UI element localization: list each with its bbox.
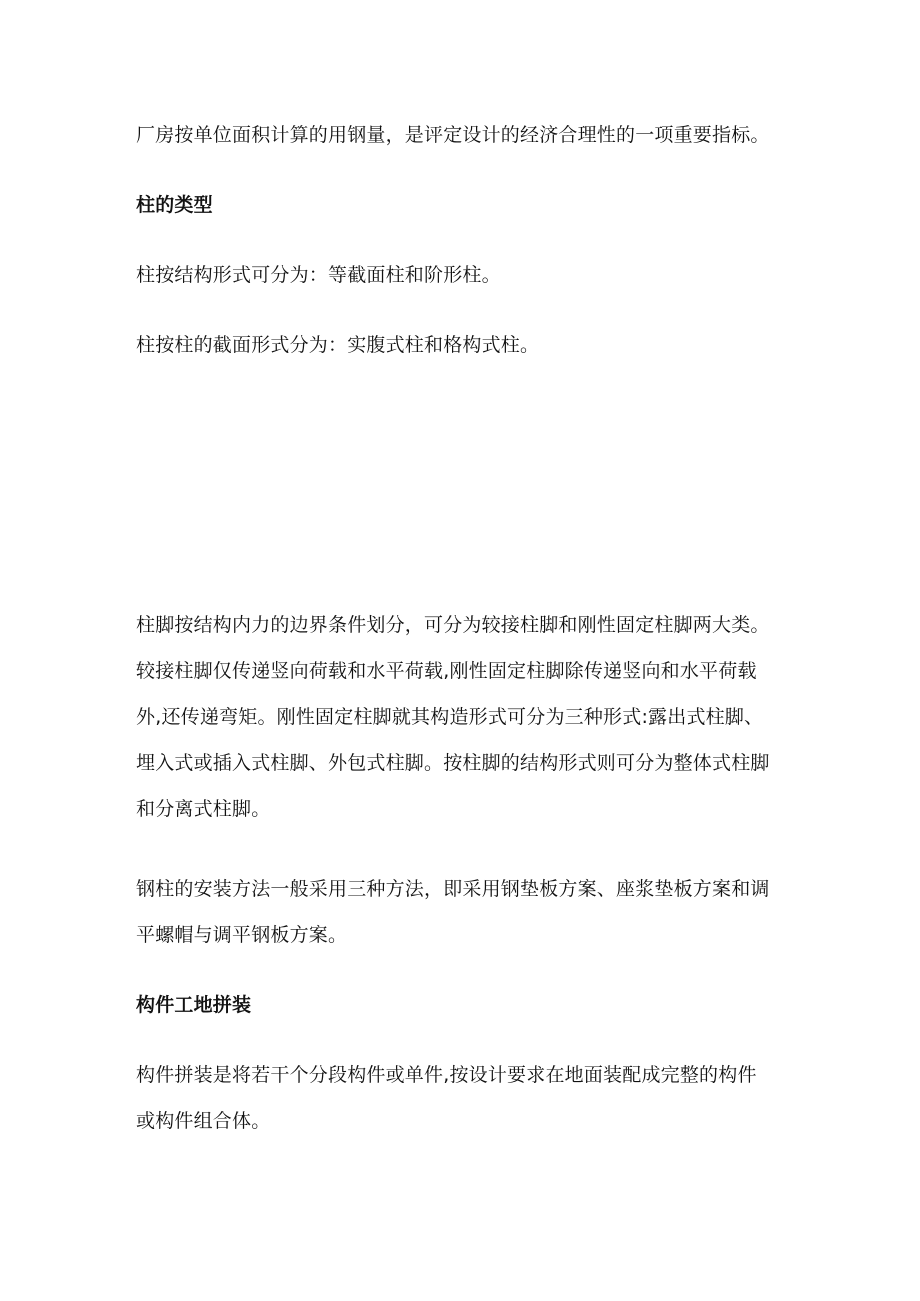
paragraph-steel-usage: 厂房按单位面积计算的用钢量，是评定设计的经济合理性的一项重要指标。 — [136, 124, 770, 146]
paragraph-line: 钢柱的安装方法一般采用三种方法，即采用钢垫板方案、座浆垫板方案和调 — [136, 878, 770, 900]
paragraph-column-section-forms: 柱按柱的截面形式分为：实腹式柱和格构式柱。 — [136, 334, 540, 356]
paragraph-line: 外,还传递弯矩。刚性固定柱脚就其构造形式可分为三种形式:露出式柱脚、 — [136, 706, 764, 728]
paragraph-line: 埋入式或插入式柱脚、外包式柱脚。按柱脚的结构形式则可分为整体式柱脚 — [136, 752, 770, 774]
heading-column-types: 柱的类型 — [136, 194, 213, 216]
paragraph-line: 柱脚按结构内力的边界条件划分，可分为较接柱脚和刚性固定柱脚两大类。 — [136, 614, 770, 636]
paragraph-column-base — [136, 602, 796, 832]
paragraph-column-installation — [136, 866, 796, 958]
paragraph-line: 平螺帽与调平钢板方案。 — [136, 924, 348, 946]
heading-site-assembly: 构件工地拼装 — [136, 994, 252, 1016]
paragraph-column-structure-forms: 柱按结构形式可分为：等截面柱和阶形柱。 — [136, 264, 501, 286]
paragraph-line: 或构件组合体。 — [136, 1110, 271, 1132]
paragraph-line: 较接柱脚仅传递竖向荷载和水平荷载,刚性固定柱脚除传递竖向和水平荷载 — [136, 660, 757, 682]
paragraph-line: 和分离式柱脚。 — [136, 798, 271, 820]
paragraph-component-assembly — [136, 1052, 796, 1144]
paragraph-line: 构件拼装是将若干个分段构件或单件,按设计要求在地面装配成完整的构件 — [136, 1064, 757, 1086]
